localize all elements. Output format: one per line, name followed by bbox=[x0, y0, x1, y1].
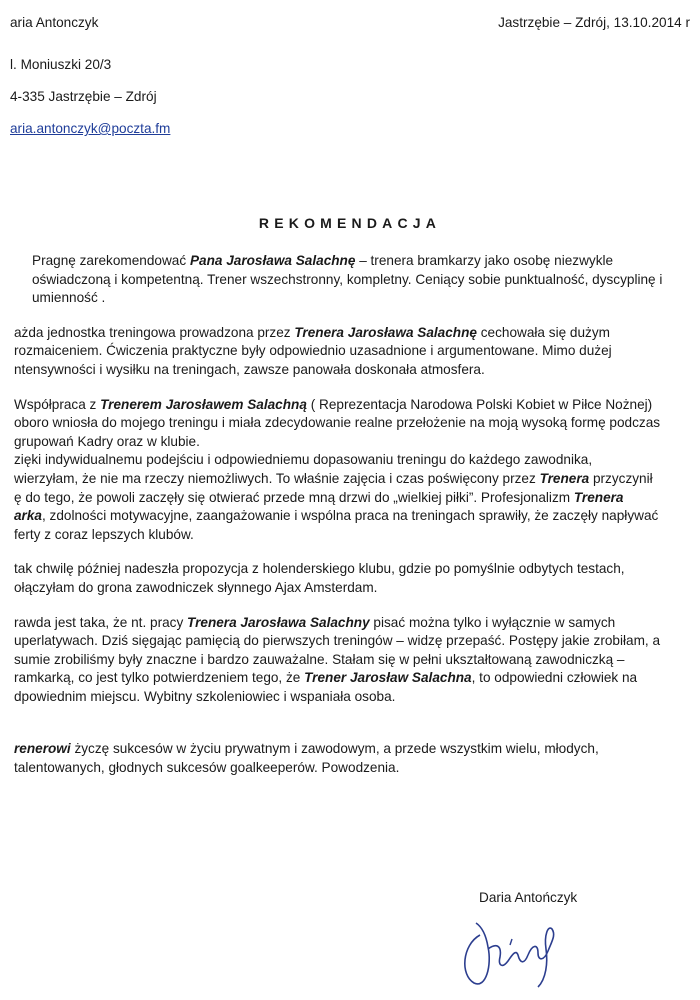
text-span: ( Reprezentacja Narodowa Polski Kobiet w Piłce Nożnej) bbox=[306, 396, 653, 412]
sender-street: l. Moniuszki 20/3 bbox=[10, 57, 112, 72]
letter-body bbox=[14, 252, 700, 778]
text-line: ferty z coraz lepszych klubów. bbox=[14, 526, 194, 542]
text-line: grupowań Kadry oraz w klubie. bbox=[14, 433, 200, 449]
text-span: ramkarką, co jest tylko potwierdzeniem tego, że bbox=[14, 670, 305, 686]
text-line: rozmaiceniem. Ćwiczenia praktyczne były odpowiednio uzasadnione i argumentowane. Mimo dużej bbox=[14, 343, 612, 359]
paragraph-3 bbox=[14, 396, 700, 545]
text-span: rawda jest taka, że nt. pracy bbox=[14, 614, 188, 630]
text-line: dpowiednim miejscu. Wybitny szkoleniowiec i wspaniała osoba. bbox=[14, 688, 396, 704]
paragraph-5 bbox=[14, 614, 700, 707]
text-span: ażda jednostka treningowa prowadzona przez bbox=[14, 324, 295, 340]
paragraph-2 bbox=[14, 324, 700, 380]
trainer-word: Trenera bbox=[539, 470, 590, 486]
text-line: talentowanych, głodnych sukcesów goalkeeperów. Powodzenia. bbox=[14, 760, 400, 776]
letter-date: Jastrzębie – Zdrój, 13.10.2014 r bbox=[498, 15, 690, 30]
text-line: tak chwilę później nadeszła propozycja z holenderskiego klubu, gdzie po pomyślnie odbytych testach, bbox=[14, 561, 625, 577]
text-line: umienność . bbox=[32, 290, 106, 306]
text-span: Pragnę zarekomendować bbox=[32, 253, 190, 268]
handwritten-signature bbox=[452, 905, 572, 995]
text-line: uperlatywach. Dziś sięgając pamięcią do pierwszych treningów – widzę przepaść. Postępy jakie zrobiłam, a bbox=[14, 633, 661, 649]
text-line: oświadczoną i kompetentną. Trener wszechstronny, kompletny. Ceniący sobie punktualność, dyscyplinę i bbox=[32, 271, 663, 287]
text-line: sumie zrobiliśmy były znaczne i bardzo zauważalne. Stałam się w pełni ukształtowaną zawodniczką – bbox=[14, 651, 625, 667]
text-span: , zdolności motywacyjne, zaangażowanie i wspólna praca na treningach sprawiły, że zaczęły napływać bbox=[41, 508, 659, 524]
trainer-name: Trenera Jarosława Salachnę bbox=[294, 324, 477, 340]
letter-title: REKOMENDACJA bbox=[258, 215, 442, 231]
paragraph-4 bbox=[14, 560, 700, 597]
trainer-name: Trenera Jarosława Salachny bbox=[187, 614, 370, 630]
text-span: pisać można tylko i wyłącznie w samych bbox=[369, 614, 616, 630]
paragraph-6 bbox=[14, 740, 700, 777]
text-span: , to odpowiedni człowiek na bbox=[471, 670, 638, 686]
text-line: oboro wniosła do mojego treningu i miała zdecydowanie realne przełożenie na moją wysoką formę podczas bbox=[14, 415, 661, 431]
trainer-word: renerowi bbox=[14, 741, 71, 757]
text-line: ntensywności i wysiłku na treningach, zawsze panowała doskonała atmosfera. bbox=[14, 361, 485, 377]
sender-city: 4-335 Jastrzębie – Zdrój bbox=[10, 89, 157, 104]
text-line: zięki indywidualnemu podejściu i odpowiedniemu dopasowaniu treningu do każdego zawodnika, bbox=[14, 452, 593, 468]
trainer-name: Trener Jarosław Salachna bbox=[304, 670, 472, 686]
trainer-name-fragment: arka bbox=[14, 508, 42, 524]
text-span: cechowała się dużym bbox=[476, 324, 610, 340]
trainer-name: Pana Jarosława Salachnę bbox=[189, 253, 356, 268]
trainer-name: Trenerem Jarosławem Salachną bbox=[100, 396, 307, 412]
paragraph-1 bbox=[14, 252, 700, 308]
sender-email[interactable]: aria.antonczyk@poczta.fm bbox=[10, 121, 171, 136]
text-span: Współpraca z bbox=[14, 396, 101, 412]
signature-name: Daria Antończyk bbox=[479, 890, 578, 905]
trainer-word: Trenera bbox=[573, 489, 624, 505]
text-span: ę do tego, że powoli zaczęły się otwierać przede mną drzwi do „wielkiej piłki”. Profesjonalizm bbox=[14, 489, 574, 505]
text-span: przyczynił bbox=[589, 470, 653, 486]
text-span: – trenera bramkarzy jako osobę niezwykle bbox=[355, 253, 614, 268]
sender-name: aria Antonczyk bbox=[10, 15, 99, 30]
text-span: życzę sukcesów w życiu prywatnym i zawodowym, a przede wszystkim wielu, młodych, bbox=[70, 741, 599, 757]
text-line: ołączyłam do grona zawodniczek słynnego Ajax Amsterdam. bbox=[14, 579, 378, 595]
text-span: wierzyłam, że nie ma rzeczy niemożliwych. To właśnie zajęcia i czas poświęcony przez bbox=[14, 470, 540, 486]
